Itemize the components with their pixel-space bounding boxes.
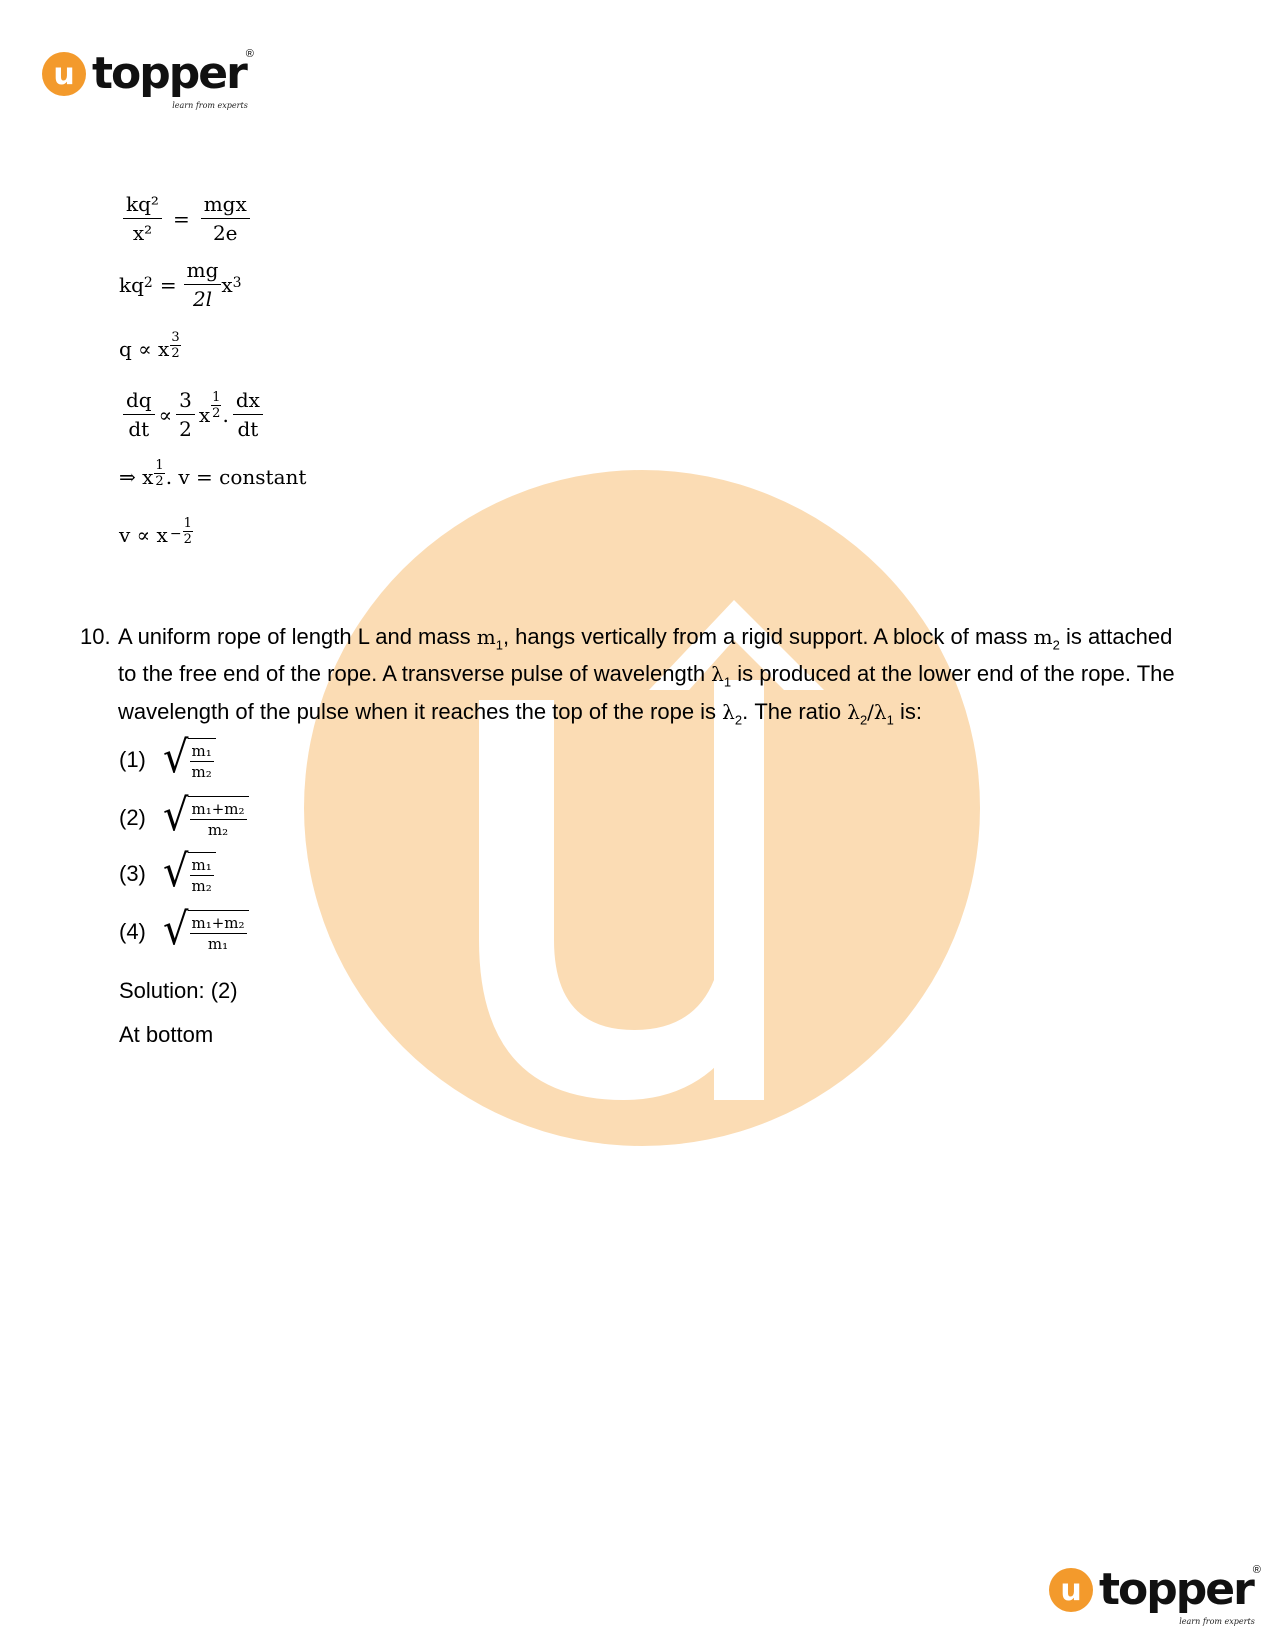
brand-logo-top [42,48,254,110]
brand-badge-icon: u [42,52,86,96]
eq-line-4: $\frac{dq}{dt}$ ∝ $\frac{3}{2}$ x $\frac{1}{2}$ . $\frac{dx}{dt}$ [119,388,267,441]
fraction: $\frac{\text{kq²}}{\text{x²}}$ [123,192,162,245]
brand-badge-icon: u [1049,1568,1093,1612]
radical-icon: √ [163,732,189,784]
fraction: $\frac{dq}{dt}$ [123,388,155,441]
brand-name: topper [1099,1564,1253,1615]
eq-line-5: ⇒ x $\frac{1}{2}$ . v = constant [119,458,307,489]
option-1[interactable]: (1) √ $\frac{\text{m₁}}{\text{m₂}}$ [119,738,216,781]
sqrt-expression [163,790,249,842]
fraction: $\frac{\text{mgx}}{2e}$ [201,192,250,245]
fraction: $\frac{mg}{2l}$ [184,258,222,311]
radical-icon: √ [163,904,189,956]
question-text: A uniform rope of length L and mass $m_1$, hangs vertically from a rigid support. A block of mass $m_2$ is attached to the free end of the rope. A transverse pulse of wavelength $\lambda_1$ is produced at the lower end of the rope. The wavelength of the pulse when it reaches the top of the rope is $\lambda_2$. The ratio $\lambda_2/\lambda_1$ is: [118,624,1175,728]
fraction: $\frac{\text{m₁+m₂}}{\text{m₂}}$ [191,800,245,839]
sqrt-expression [163,904,249,956]
registered-mark: ® [1252,1564,1261,1576]
exponent-fraction: $\frac{1}{2}$ [212,390,221,421]
brand-name: topper [92,48,246,99]
solution-answer: Solution: (2) [119,978,238,1003]
fraction: $\frac{3}{2}$ [176,388,195,441]
eq-line-2: kq 2 = $\frac{mg}{2l}$ x 3 [119,258,242,311]
radical-icon: √ [163,790,189,842]
question-number: 10. [80,624,111,649]
exponent-fraction: $\frac{3}{2}$ [171,330,180,361]
exponent-fraction: $\frac{1}{2}$ [183,516,192,547]
fraction: $\frac{\text{m₁+m₂}}{\text{m₁}}$ [191,914,245,953]
fraction: $\frac{\text{m₁}}{\text{m₂}}$ [191,856,212,895]
eq-line-6: v ∝ x − $\frac{1}{2}$ [119,516,192,547]
fraction: $\frac{\text{m₁}}{\text{m₂}}$ [191,742,212,781]
exponent-fraction: $\frac{1}{2}$ [155,458,164,489]
watermark-logo-icon [304,470,980,1146]
question-10 [80,622,1180,734]
brand-tagline: learn from experts [1179,1617,1255,1626]
option-3[interactable]: (3) √ $\frac{\text{m₁}}{\text{m₂}}$ [119,852,216,895]
brand-logo-bottom [1049,1564,1261,1626]
solution-note: At bottom [119,1022,214,1047]
brand-tagline: learn from experts [172,101,248,110]
option-4[interactable]: (4) √ $\frac{\text{m₁+m₂}}{\text{m₁}}$ [119,910,249,953]
eq-line-3: q ∝ x $\frac{3}{2}$ [119,330,180,361]
fraction: $\frac{dx}{dt}$ [233,388,263,441]
eq-line-1: $\frac{\text{kq²}}{\text{x²}}$ = $\frac{\text{mgx}}{2e}$ [119,192,254,245]
registered-mark: ® [245,48,254,60]
option-2[interactable]: (2) √ $\frac{\text{m₁+m₂}}{\text{m₂}}$ [119,796,249,839]
radical-icon: √ [163,846,189,898]
